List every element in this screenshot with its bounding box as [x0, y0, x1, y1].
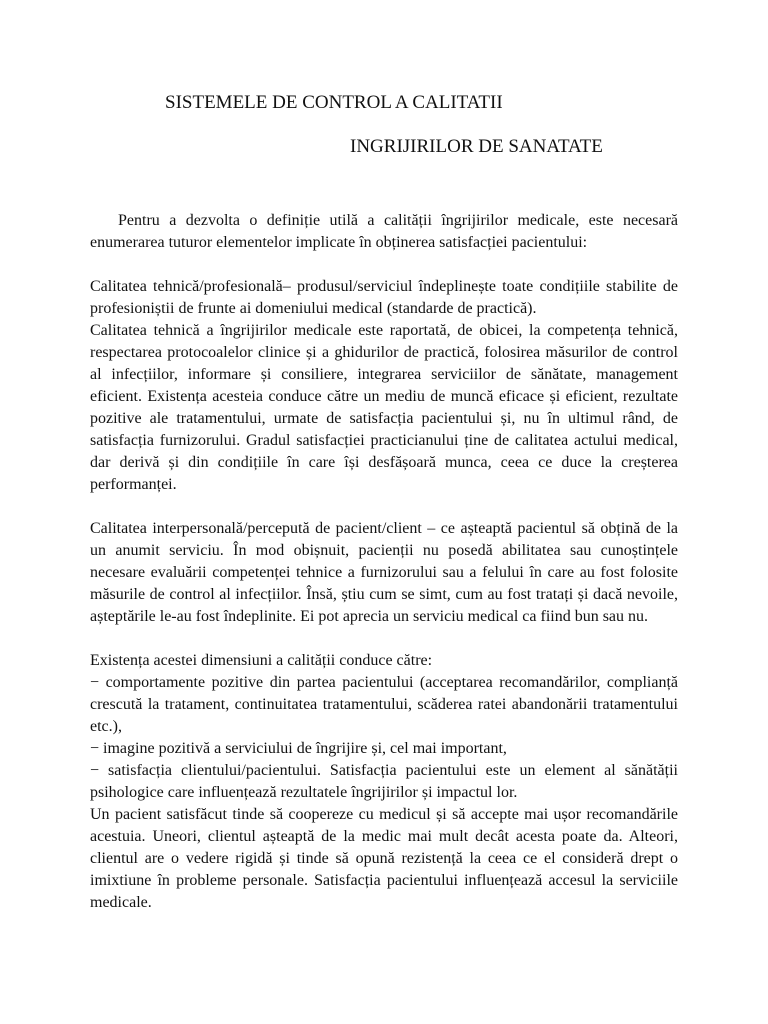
bullet-item-3: − satisfacția clientului/pacientului. Satisfacția pacientului este un element al sănătății psihologice care influențează rezultatele îngrijirilor și impactul lor. — [90, 762, 678, 801]
paragraph-dimension-intro: Existența acestei dimensiuni a calității conduce către: — [90, 652, 433, 669]
paragraph-technical-details: Calitatea tehnică a îngrijirilor medicale este raportată, de obicei, la competența tehnică, respectarea protocoalelor clinice și a ghidurilor de practică, folosirea măsurilor de control al infecțiilor, informare și consiliere, integrarea serviciilor de sănătate, management eficient. Existența acesteia conduce către un mediu de muncă eficace și eficient, rezultate pozitive ale tratamentului, urmate de satisfacția pacientului și, nu în ultimul rând, de satisfacția furnizorului. Gradul satisfacției practicianului ține de calitatea actului medical, dar derivă și din condițiile în care își desfășoară munca, ceea ce duce la creșterea performanței. — [90, 322, 678, 493]
title-line-2: INGRIJIRILOR DE SANATATE — [350, 136, 603, 157]
paragraph-interpersonal-quality: Calitatea interpersonală/percepută de pacient/client – ce așteaptă pacientul să obțină de la un anumit serviciu. În mod obișnuit, pacienții nu posedă abilitatea sau cunoștințele necesare evaluării competenței tehnice a furnizorului sau a felului în care au fost folosite măsurile de control al infecțiilor. Însă, știu cum se simt, cum au fost tratați și dacă nevoile, așteptările le-au fost îndeplinite. Ei pot aprecia un serviciu medical ca fiind bun sau nu. — [90, 520, 678, 625]
bullet-item-1: − comportamente pozitive din partea pacientului (acceptarea recomandărilor, complianță crescută la tratament, continuitatea tratamentului, scăderea ratei abandonării tratamentului etc.), — [90, 674, 678, 735]
paragraph-intro: Pentru a dezvolta o definiție utilă a calității îngrijirilor medicale, este necesară enumerarea tuturor elementelor implicate în obținerea satisfacției pacientului: — [90, 212, 678, 251]
document-body — [90, 210, 678, 914]
bullet-item-2: − imagine pozitivă a serviciului de îngrijire și, cel mai important, — [90, 740, 507, 757]
paragraph-closing: Un pacient satisfăcut tinde să coopereze cu medicul și să accepte mai ușor recomandările acestuia. Uneori, clientul așteaptă de la medic mai mult decât acesta poate da. Alteori, clientul are o vedere rigidă și tinde să opună rezistență la ceea ce el consideră drept o imixtiune în probleme personale. Satisfacția pacientului influențează accesul la serviciile medicale. — [90, 806, 678, 911]
paragraph-gap — [90, 628, 678, 650]
paragraph-gap — [90, 254, 678, 276]
title-line-1: SISTEMELE DE CONTROL A CALITATII — [165, 92, 503, 113]
paragraph-gap — [90, 496, 678, 518]
paragraph-technical-quality: Calitatea tehnică/profesională– produsul/serviciul îndeplinește toate condițiile stabilite de profesioniștii de frunte ai domeniului medical (standarde de practică). — [90, 278, 678, 317]
